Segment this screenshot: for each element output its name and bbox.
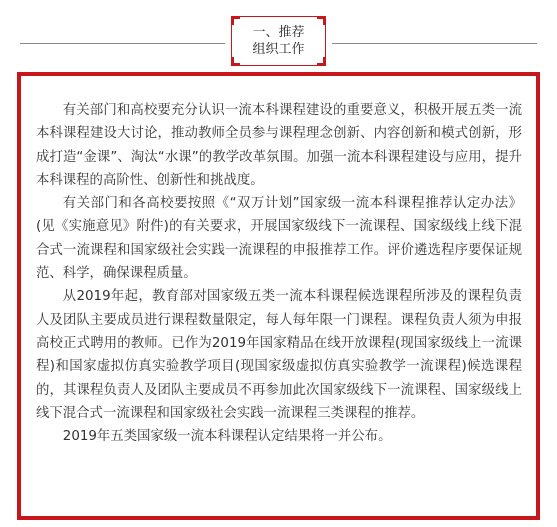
paragraph-1: 有关部门和高校要充分认识一流本科课程建设的重要意义，积极开展五类一流本科课程建设大讨论，推动教师全员参与课程理念创新、内容创新和模式创新，形成打造“金课”、淘汰“水课”的教学改革氛围。加强一流本科课程建设与应用，提升本科课程的高阶性、创新性和挑战度。 [36,103,522,188]
corner-decoration [232,17,240,25]
section-heading-line-1: 一、推荐 [252,25,305,40]
content-frame [17,72,540,520]
paragraph-3: 从2019年起，教育部对国家级五类一流本科课程候选课程所涉及的课程负责人及团队主要成员进行课程数量限定，每人每年限一门课程。课程负责人须为申报高校正式聘用的教师。已作为2019年国家精品在线开放课程(现国家级线上一流课程)和国家虚拟仿真实验教学项目(现国家级虚拟仿真实验教学一流课程)候选课程的，其课程负责人及团队主要成员不再参加此次国家级线下一流课程、国家级线上线下混合式一流课程和国家级社会实践一流课程三类课程的推荐。 [36,289,522,421]
corner-decoration [317,57,325,65]
article-body [36,99,522,448]
section-heading-box [231,16,326,66]
section-heading [225,14,332,68]
section-heading-line-2: 组织工作 [252,42,305,57]
paragraph-2: 有关部门和各高校要按照《“双万计划”国家级一流本科课程推荐认定办法》(见《实施意见》附件)的有关要求，开展国家级线下一流课程、国家级线上线下混合式一流课程和国家级社会实践一流课程的申报推荐工作。评价遴选程序要保证规范、科学，确保课程质量。 [36,196,522,282]
corner-decoration [232,57,240,65]
paragraph-4: 2019年五类国家级一流本科课程认定结果将一并公布。 [62,429,392,445]
corner-decoration [317,17,325,25]
